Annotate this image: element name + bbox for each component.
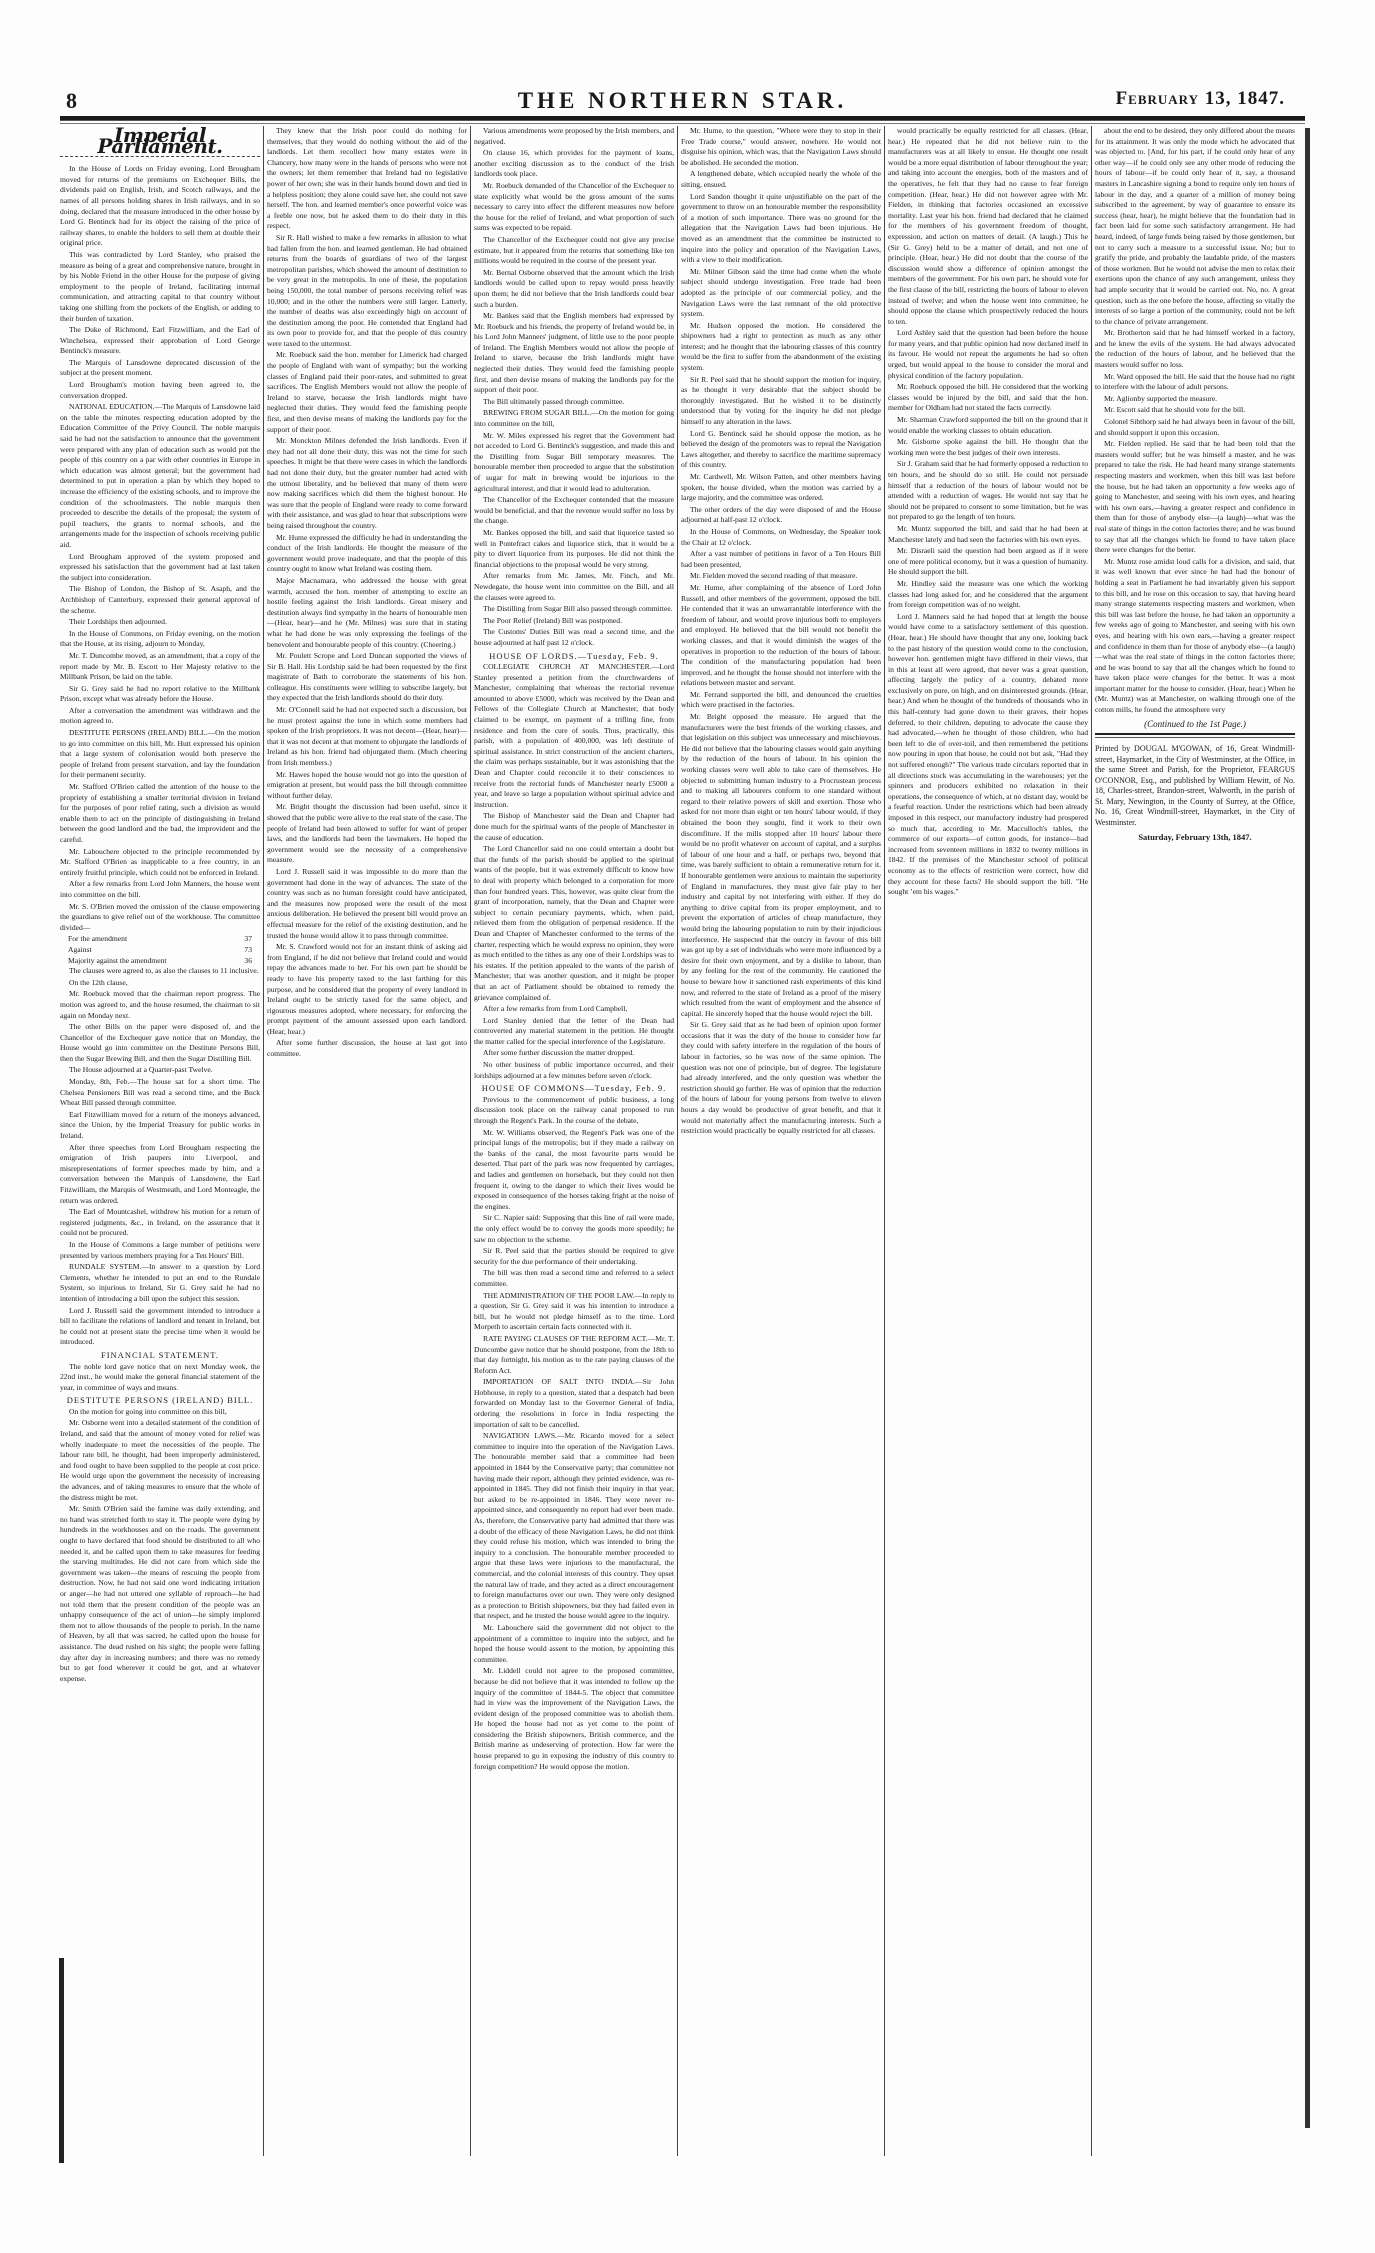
division-count: 37 — [244, 934, 252, 944]
article-paragraph: Earl Fitzwilliam moved for a return of the moneys advanced, since the Union, by the Imperial Treasury for public works in Ireland. — [60, 1109, 260, 1141]
article-paragraph: THE ADMINISTRATION OF THE POOR LAW.—In reply to a question, Sir G. Grey said it was his intention to introduce a bill, but he would not pledge himself as to the time. Lord Morpeth to ascertain certain facts connected with it. — [474, 1290, 674, 1332]
article-paragraph: Mr. Roebuck demanded of the Chancellor of the Exchequer to state explicitly what would be the gross amount of the sums necessary to carry into effect the different measures now before the house for the relief of Ireland, and what proportion of such sums was expected to be repaid. — [474, 180, 674, 233]
article-paragraph: The Lord Chancellor said no one could entertain a doubt but that the funds of the parish should be applied to the spiritual wants of the people, but it was extremely difficult to know how to deal with property which belonged to a corporation for more than four hundred years. This, however, was quite clear from the grant of incorporation, namely, that the Dean and Chapter were subject to certain pecuniary payments, which, when paid, relieved them from the obligation of perpetual residence. If the Dean and Chapter of Manchester conformed to the terms of the charter, respecting which he would express no opinion, they were as much entitled to the tithes as any one of their Lordships was to his estates. If the petition appealed to the wants of the parish of Manchester, that was another question, and it might be proper that an act of Parliament should be obtained to remedy the grievance complained of. — [474, 844, 674, 1002]
column-5 — [888, 126, 1088, 2156]
subsection-heading: DESTITUTE PERSONS (IRELAND) BILL. — [66, 1395, 254, 1406]
masthead-rule-thin — [60, 123, 1305, 124]
section-heading: Imperial Parliament. — [97, 126, 223, 158]
article-paragraph: Mr. Ferrand supported the bill, and denounced the cruelties which were practised in the factories. — [681, 689, 881, 710]
article-paragraph: After three speeches from Lord Brougham respecting the emigration of Irish paupers into Liverpool, and misrepresentations of former speeches made by him, and a conversation between the Marquis of Lansdowne, the Earl Fitzwilliam, the Marquis of Westmeath, and Lord Monteagle, the return was ordered. — [60, 1142, 260, 1205]
article-paragraph: The House adjourned at a Quarter-past Twelve. — [69, 1065, 213, 1075]
article-paragraph: In the House of Commons, on Wednesday, the Speaker took the Chair at 12 o'clock. — [681, 526, 881, 547]
article-paragraph: The clauses were agreed to, as also the clauses to 11 inclusive. — [69, 966, 259, 976]
article-paragraph: Lord Sandon thought it quite unjustifiable on the part of the government to throw on an honourable member the responsibility of a motion of such importance. There was no ground for the allegation that the Navigation Laws had been injurious. He moved as an amendment that the committee be instructed to inquire into the policy and operation of the Navigation Laws, with a view to their modification. — [681, 191, 881, 265]
subsection-heading: FINANCIAL STATEMENT. — [100, 1349, 219, 1360]
article-paragraph: The Chancellor of the Exchequer could not give any precise estimate, but it appeared from the returns that something like ten millions would be required in the course of the present year. — [474, 234, 674, 266]
page-number: 8 — [66, 88, 77, 113]
article-paragraph: Mr. Smith O'Brien said the famine was daily extending, and no hand was stretched forth to stay it. The people were dying by hundreds in the workhouses and on the roads. The government ought to have declared that food should be distributed to all who needed it, and he called upon them to take measures for feeding the starving multitudes. He did not care from which side the government was taken—the means of rescuing the people from destruction. Now, he had not said one word indicating irritation or anger—he had not uttered one syllable of reproach—he had not told them that the present condition of the people was an unhappy consequence of the act of union—he simply implored them not to allow thousands of the people to perish. In the name of Heaven, by all that was sacred, he called upon the house for assistance. The dead rushed on his sight; the people were falling day after day in increasing numbers; and there was no remedy but to get food wherever it could be got, and at whatever expense. — [60, 1504, 260, 1683]
article-paragraph: Mr. Ward opposed the bill. He said that the house had no right to interfere with the labour of adult persons. — [1095, 371, 1295, 392]
article-paragraph: After a conversation the amendment was withdrawn and the motion agreed to. — [60, 705, 260, 726]
article-paragraph: After a few remarks from Lord John Manners, the house went into committee on the bill. — [60, 879, 260, 899]
newspaper-page — [60, 88, 1310, 2198]
article-paragraph: Mr. W. Miles expressed his regret that the Government had not acceded to Lord G. Bentinck's suggestion, and made this and the Distilling from Sugar Bill temporary measures. The honourable member then proceeded to argue that the substitution of sugar for malt in brewing would be injurious to the agricultural interest, and that it would lead to adulteration. — [474, 430, 674, 493]
article-paragraph: After some further discussion the matter dropped. — [483, 1048, 635, 1058]
article-paragraph: Mr. Hawes hoped the house would not go into the question of emigration at present, but would pass the bill through committee without further delay. — [267, 769, 467, 800]
article-paragraph: A lengthened debate, which occupied nearly the whole of the sitting, ensued. — [681, 169, 881, 189]
column-divider — [677, 126, 678, 2156]
masthead — [60, 88, 1305, 114]
article-paragraph: Sir R. Hall wished to make a few remarks in allusion to what had fallen from the hon. and learned gentleman. He had obtained returns from the boards of guardians of two of the largest metropolitan parishes, which showed the amount of destitution to be very great in the metropolis. In one of these, the population being 150,000, the total number of persons receiving relief was 10,000; and in the other the numbers were still larger. Latterly, the number of deaths was also exceedingly high on account of the destitution among the poor. He contended that England had its own poor to provide for, and that the people of this country were taxed to the uttermost. — [267, 232, 467, 348]
division-row — [60, 945, 260, 956]
article-paragraph: Mr. Muntz rose amidst loud calls for a division, and said, that it was well known that ever since he had had the honour of holding a seat in Parliament he had invariably given his support to this bill, and he rose on this occasion to say, that having heard many strange statements respecting masters and workmen, when this bill was last before the house, he had taken an opportunity a few weeks ago of going to Manchester, and seeing with his own eyes, and hearing with his own ears,—having a greater respect and confidence in them than for those of anybody else—(a laugh)—what was the real state of things in the cotton factories there; and he was bound to say that all the changes which he found to have taken place were changes for the better. It was a most important matter for the house to consider. (Hear, hear.) When he (Mr. Muntz) was at Manchester, on walking through one of the cotton mills, he found the atmosphere very — [1095, 556, 1295, 715]
article-paragraph: In the House of Commons, on Friday evening, on the motion that the House, at its rising, adjourn to Monday, — [60, 628, 260, 649]
article-paragraph: The Earl of Mountcashel, withdrew his motion for a return of registered judgments, &c., in Ireland, on the assurance that it could not be procured. — [60, 1207, 260, 1238]
page-edge-bar — [1305, 128, 1310, 2128]
article-paragraph: The Duke of Richmond, Earl Fitzwilliam, and the Earl of Winchelsea, expressed their approbation of Lord George Bentinck's measure. — [60, 325, 260, 356]
article-paragraph: Lord Brougham's motion having been agreed to, the conversation dropped. — [60, 380, 260, 400]
article-paragraph: Mr. S. O'Brien moved the omission of the clause empowering the guardians to give relief out of the workhouse. The committee divided— — [60, 901, 260, 932]
article-paragraph: Major Macnamara, who addressed the house with great warmth, accused the hon. member of attempting to excite an hostile feeling against the Irish landlords. Great misery and destitution always find sympathy in the hearts of honourable men—(Hear, hear)—and he (Mr. Milnes) was sure that in stating what he had done he was only expressing the feelings of the benevolent and honourable people of this country. (Cheering.) — [267, 575, 467, 649]
article-paragraph: The Distilling from Sugar Bill also passed through committee. — [483, 604, 673, 614]
column-6 — [1095, 126, 1295, 2156]
column-3 — [474, 126, 674, 2156]
article-paragraph: After a vast number of petitions in favor of a Ten Hours Bill had been presented, — [681, 549, 881, 569]
article-paragraph: Lord J. Manners said he had hoped that at length the house would have come to a satisfactory settlement of this question. (Hear, hear.) He should have thought that any one, looking back to the past history of the question would come to the conclusion, however hon. gentlemen might have differed in their views, that in this at least all were agreed, that never was a great question, affecting largely the policy of a country, debated more exclusively on pure, on high, and on disinterested grounds. (Hear, hear.) And when he thought of the hundreds of thousands who in this half-century had gone down to their graves, their hopes deferred, to their children, deputing to advocate the cause they had advocated,—when he thought of those children, who had been left to die of over-toil, and then remembered the petitions now pouring in upon that house, he could not but ask, "Had they not suffered enough?" The various trade circulars reported that in all directions stock was accumulating in the warehouses; yet the spinners and producers exhibited no relaxation in their operations, the consequence of which, at no distant day, would be a fearful reaction. Under the restrictions which had been already imposed in this respect, our manufactory industry had prospered so much that, according to Mr. Macculloch's tables, the commerce of our exports—of cotton goods, for instance—had increased from seventeen millions in 1832 to twenty millions in 1842. If the premises of the Manchester school of political economy as to the effects of restriction were correct, how did they account for these facts? He should support the bill. "He sought ’em his wages." — [888, 611, 1088, 897]
article-paragraph: DESTITUTE PERSONS (IRELAND) BILL.—On the motion to go into committee on this bill, Mr. Hutt expressed his opinion that a large system of colonisation would both preserve the people of Ireland from present starvation, and lay the foundation for their permanent security. — [60, 728, 260, 780]
article-paragraph: This was contradicted by Lord Stanley, who praised the measure as being of a great and comprehensive nature, brought in by his Noble Friend in the other House for the purpose of giving employment to the people of Ireland, facilitating internal communication, and attracting capital to that country without taking one shilling from the pockets of the English, or adding to their burden of taxation. — [60, 249, 260, 323]
article-paragraph: Mr. Bright opposed the measure. He argued that the manufacturers were the best friends of the working classes, and that legislation on this subject was unnecessary and mischievous. He did not believe that the labouring classes would gain anything by the reduction of the hours of labour. In his opinion the working classes were well able to take care of themselves. He objected to submitting human industry to a Procrustean process and to making all labourers conform to one standard without regard to their relative powers of skill and exertion. Those who asked for not more than eight or ten hours' labour would, if they obtained the boon they sought, find it work to their own discomfiture. If the mills stopped after 10 hours' labour there would be no profit whatever on account of capital, and a surplus of labour of one hour and a half, or perhaps two, beyond that time, was barely sufficient to obtain a remunerative return for it. If honourable gentlemen were anxious to maintain the superiority of England in manufactures, they must give fair play to her industry and capital by not interfering with either. If they do anything to drive capital from its proper employment, and to prevent the exportation of articles of cheap manufacture, they would bring the labouring population to ruin by their injudicious interference. He suspected that the outcry in favour of this bill was got up by a set of individuals who were more influenced by a desire for their own enjoyment, and by a dislike to labour, than by any feeling for the rest of the community. He cautioned the house to beware how it sanctioned rash experiments of this kind now, and referred to the state of Ireland as a proof of the misery which resulted from the want of employment and the absence of capital. He sincerely hoped that the house would reject the bill. — [681, 712, 881, 1018]
article-paragraph: Mr. Bankes said that the English members had expressed by Mr. Roebuck and his friends, the property of Ireland would be, in his Lord John Manners' judgment, of little use to the poor people of Ireland. The English Members would not allow the people of Ireland to starve, because the Irish landlords might have neglected their duties. They would feed the famishing people first, and then devise means of making the landlords pay for the support of their poor. — [474, 311, 674, 395]
article-paragraph: In the House of Lords on Friday evening, Lord Brougham moved for returns of the premiums on Exchequer Bills, the dividends paid on English, Irish, and Scotch railways, and the names of all persons holding shares in Irish railways, and in so doing, declared that the measure introduced in the other house by Lord G. Bentinck had for its object the raising of the price of railway shares, to enable the holders to sell them at double their original price. — [60, 164, 260, 248]
article-paragraph: Mr. Hume, to the question, "Where were they to stop in their Free Trade course," would answer, nowhere. He would not disguise his opinion, which was, that the Navigation Laws should be abolished. He seconded the motion. — [681, 126, 881, 167]
article-paragraph: Mr. Poulett Scrope and Lord Duncan supported the views of Sir B. Hall. His Lordship said he had been requested by the first magistrate of Bath to corroborate the statements of his hon. colleague. His constituents were willing to subscribe largely, but they expected that the Irish landlords should do their duty. — [267, 651, 467, 703]
article-paragraph: Mr. Sharman Crawford supported the bill on the ground that it would enable the working classes to obtain education. — [888, 415, 1088, 435]
subsection-heading: HOUSE OF LORDS.—Tuesday, Feb. 9. — [489, 650, 659, 661]
article-paragraph: Mr. Hume expressed the difficulty he had in understanding the conduct of the Irish landlords. He thought the measure of the government would prove inadequate, and that the people of this country ought to know what Ireland was costing them. — [267, 532, 467, 574]
article-paragraph: IMPORTATION OF SALT INTO INDIA.—Sir John Hobhouse, in reply to a question, stated that a despatch had been forwarded on Monday last to the Governor General of India, ordering the resolutions in force in India respecting the importation of salt to be cancelled. — [474, 1377, 674, 1429]
column-divider — [263, 126, 264, 2156]
article-paragraph: Sir C. Napier said: Supposing that this line of rail were made, the only effect would be to convey the goods more speedily; he saw no objection to the scheme. — [474, 1213, 674, 1244]
article-paragraph: Mr. Labouchere said the government did not object to the appointment of a committee to inquire into the subject, and he hoped the house would assent to the motion, by appointing this committee. — [474, 1622, 674, 1664]
article-paragraph: Mr. Brotherton said that he had himself worked in a factory, and he knew the evils of the system. He had always advocated the reduction of the hours of labour, and he believed that the masters would suffer no loss. — [1095, 328, 1295, 370]
article-paragraph: Mr. Hudson opposed the motion. He considered the shipowners had a right to protection as much as any other interest; and he thought that the labouring classes of this country would be the first to suffer from the abandonment of the existing system. — [681, 320, 881, 373]
article-paragraph: No other business of public importance occurred, and their lordships adjourned at a few minutes before seven o'clock. — [474, 1060, 674, 1080]
article-paragraph: Lord G. Bentinck said he should oppose the motion, as he believed the design of the promoters was to repeal the Navigation Laws altogether, and thereby to sacrifice the maritime supremacy of this country. — [681, 428, 881, 470]
article-paragraph: The bill was then read a second time and referred to a select committee. — [474, 1268, 674, 1288]
article-paragraph: Mr. Bankes opposed the bill, and said that liquorice tasted so well in Pontefract cakes and liquorice stick, that it would be a pity to divert liquorice from its purposes. He did not think the financial objections to the proposal would be very strong. — [474, 527, 674, 569]
article-paragraph: COLLEGIATE CHURCH AT MANCHESTER.—Lord Stanley presented a petition from the churchwardens of Manchester, complaining that whereas the rectorial revenue amounted to above £5000, which was received by the Dean and Fellows of the Collegiate Church at Manchester, that body claimed to be exempt, on payment of a trifling fine, from residence and from the cure of souls. Thus, practically, this parish, with a population of 400,000, was left destitute of spiritual assistance. In strict construction of the ancient charters, the claim was perhaps sustainable, but it was astonishing that the Dean and Chapter could reconcile it to their consciences to receive from the rectorial funds of Manchester nearly £5000 a year, and leave so large a population without spiritual advice and instruction. — [474, 662, 674, 809]
article-paragraph: Mr. Milner Gibson said the time had come when the whole subject should undergo investigation. Free trade had been adopted as the principle of our commercial policy, and the Navigation Laws were the last remnant of the old protective system. — [681, 266, 881, 319]
article-paragraph: Mr. Roebuck opposed the bill. He considered that the working classes would be injured by the bill, and said that the hon. member for Oldham had not stated the facts correctly. — [888, 382, 1088, 413]
article-paragraph: The other Bills on the paper were disposed of, and the Chancellor of the Exchequer gave notice that on Monday, the House would go into committee on the Destitute Persons Bill, then the Sugar Brewing Bill, and then the Sugar Distilling Bill. — [60, 1022, 260, 1063]
article-paragraph: would practically be equally restricted for all classes. (Hear, hear.) He repeated that he did not believe ruin to the manufacturers was at all likely to ensue. He thought one result would be a more equal distribution of labour throughout the year; and taking into account the energies, both of the masters and of the operatives, he felt that they had no cause to fear foreign competition. (Hear, hear.) He did not however agree with Mr. Fielden, in thinking that factories occasioned an excessive mortality. Last year his hon. friend had declared that he claimed for the members of his government freedom of thought, expression, and action on matters of detail. (A laugh.) This he (Sir G. Grey) held to be a matter of detail, and not one of principle. (Hear, hear.) He did not doubt that the course of the discussion would show a difference of opinion amongst the members of the government. For his own part, he should vote for the first clause of the bill, restricting the hours of labour to eleven instead of twelve; and when the house went into committee, he should oppose the clause which prospectively reduced the hours to ten. — [888, 126, 1088, 326]
article-paragraph: Mr. Escott said that he should vote for the bill. — [1104, 405, 1246, 415]
page-edge-bar-left — [59, 1958, 64, 2163]
division-label: For the amendment — [68, 934, 128, 944]
subsection-heading: HOUSE OF COMMONS—Tuesday, Feb. 9. — [481, 1083, 667, 1094]
article-paragraph: Lord J. Russell said it was impossible to do more than the government had done in the way of advances. The state of the country was such as no human foresight could have anticipated, and the measures now proposed were the result of the most anxious deliberation. He believed the present bill would prove an effectual measure for the relief of the existing destitution, and he trusted the house would allow it to pass through committee. — [267, 866, 467, 940]
issue-date: February 13, 1847. — [1115, 88, 1285, 109]
article-paragraph: Previous to the commencement of public business, a long discussion took place on the railway canal proposed to run through the Regent's Park. In the course of the debate, — [474, 1094, 674, 1126]
imprint-date: Saturday, February 13th, 1847. — [1138, 832, 1252, 843]
article-paragraph: Lord Stanley denied that the letter of the Dean had controverted any material statement in the petition. He thought the matter called for the special interference of the Legislature. — [474, 1015, 674, 1046]
article-paragraph: Mr. Disraeli said the question had been argued as if it were one of mere political economy, but it was a question of humanity. He should support the bill. — [888, 546, 1088, 577]
article-paragraph: The noble lord gave notice that on next Monday week, the 22nd inst., he would make the general financial statement of the year, in committee of ways and means. — [60, 1361, 260, 1392]
article-paragraph: The Poor Relief (Ireland) Bill was postponed. — [483, 615, 622, 625]
article-paragraph: Various amendments were proposed by the Irish members, and negatived. — [474, 126, 674, 146]
article-paragraph: RATE PAYING CLAUSES OF THE REFORM ACT.—Mr. T. Duncombe gave notice that he should postpone, from the 18th to that day fortnight, his motion as to the rate paying clauses of the Reform Act. — [474, 1333, 674, 1375]
article-paragraph: The Bishop of Manchester said the Dean and Chapter had done much for the spiritual wants of the people of Manchester in the cause of education. — [474, 811, 674, 842]
column-divider — [884, 126, 885, 2156]
article-paragraph: Mr. O'Connell said he had not expected such a discussion, but he must protest against the tone in which some members had spoken of the Irish proprietors. It was not decent—(Hear, hear)—that it was not decent at that moment to objurgate the landlords of Ireland as his hon. friend had objurgated them. (Much cheering from Irish members.) — [267, 705, 467, 768]
article-paragraph: Mr. Fielden replied. He said that he had been told that the masters would suffer; but he was himself a master, and he was prepared to take the risk. He had heard many strange statements respecting masters and workmen, when this bill was last before the house, but he had taken an opportunity a few weeks ago of going to Manchester, and seeing with his own eyes, and hearing with his own ears,—having a greater respect and confidence in them than for those of anybody else—(a laugh)—what was the real state of things in the cotton factories there; and he was bound to say that all the changes which he found to have taken place there were changes for the better. — [1095, 439, 1295, 555]
article-paragraph: Mr. Labouchere objected to the principle recommended by Mr. Stafford O'Brien as inapplicable to a free country, in an entirely fruitful principle, which could not be enforced in Ireland. — [60, 846, 260, 877]
article-paragraph: Lord Brougham approved of the system proposed and expressed his satisfaction that the government had at last taken the subject into consideration. — [60, 551, 260, 582]
article-paragraph: Colonel Sibthorp said he had always been in favour of the bill, and should support it upon this occasion. — [1095, 417, 1295, 437]
continued-notice: (Continued to the 1st Page.) — [1144, 718, 1246, 729]
article-paragraph: about the end to be desired, they only differed about the means for its attainment. It was only the mode which he advocated that was objected to. [And, for his part, if he could only hear of any other way—if he could only see any other mode of reducing the hours of labour—if he could only hear of it, say, a thousand masters in Lancashire signing a bond to require only ten hours of labour in the day, and a quarter of a million of money being subscribed to the agreement, by way of guarantee to ensure its success (hear, hear), he might believe that the foundation had in fact been laid for some such satisfactory arrangement. He had heard, indeed, of large funds being raised by those gentlemen, but not to carry such a measure to a successful issue. No; but to gratify the pride, and probably the laudable pride, of the masters of those workmen. But he would not advise the men to relax their exertions upon the chance of any such arrangement, unless they had ample security that it would be carried out. No, no. A great question, such as the one before the house, affecting so vitally the interests of so large a portion of the community, could not be left to the chance of private arrangement. — [1095, 126, 1295, 326]
article-paragraph: Their Lordships then adjourned. — [69, 617, 167, 627]
article-paragraph: Mr. Osborne went into a detailed statement of the condition of Ireland, and said that the amount of money voted for relief was wholly inadequate to meet the necessities of the people. The labour rate bill, he thought, had been improperly administered, and food ought to have been supplied to the people at cost price. He would urge upon the government the necessity of increasing the advances, and of taking measures to ensure that the whole of the distress might be met. — [60, 1418, 260, 1502]
article-paragraph: Mr. Cardwell, Mr. Wilson Patten, and other members having spoken, the house divided, when the motion was carried by a large majority, and the committee was ordered. — [681, 472, 881, 503]
column-2 — [267, 126, 467, 2156]
article-paragraph: Mr. Hume, after complaining of the absence of Lord John Russell, and other members of the government, opposed the bill. He contended that it was an unwarrantable interference with the freedom of labour, and would prove injurious both to employers and employed. He believed that the bill would not benefit the working classes, and that it would diminish the wages of the operatives in proportion to the reduction of the hours of labour. The condition of the manufacturing population had been improved, and he thought the house should not interfere with the relations between master and servant. — [681, 582, 881, 688]
article-paragraph: After a few remarks from from Lord Campbell, — [483, 1004, 628, 1014]
article-paragraph: They knew that the Irish poor could do nothing for themselves, that they would do nothing without the aid of the landlords. Let them recollect how many estates were in Chancery, how many were in the hands of persons who were not the owners; let them remember that Ireland had no legislative power of her own; she was in their hands bound down and tied in a helpless position; they alone could save her, she could not save herself. The hon. and learned member's once powerful voice was a feeble one now, but he asked them to do their duty in this respect. — [267, 126, 467, 231]
article-paragraph: The Customs' Duties Bill was read a second time, and the house adjourned at half past 12 o'clock. — [474, 627, 674, 647]
article-paragraph: On clause 16, which provides for the payment of loans, another exciting discussion as to the conduct of the Irish landlords took place. — [474, 148, 674, 179]
article-paragraph: Mr. Bright thought the discussion had been useful, since it showed that the public were alive to the real state of the case. The people of Ireland had been allowed to suffer for want of proper laws, and the landlords had been the lawmakers. He hoped the government would see the necessity of a comprehensive measure. — [267, 802, 467, 865]
article-paragraph: NATIONAL EDUCATION.—The Marquis of Lansdowne laid on the table the minutes respecting education adopted by the Education Committee of the Privy Council. The noble marquis said he had not the satisfaction to announce that the government were prepared with any plan of education such as would put the people of this country on a par with other countries in Europe in which education was almost general; but the government had determined to put in operation a plan by which they hoped to increase the efficiency of the existing schools, and to improve the condition of the schoolmasters. The noble marquis then proceeded to describe the details of the proposal; the system of pupil teachers, the grants to normal schools, and the arrangements made for the inspection of schools receiving public aid. — [60, 402, 260, 549]
column-4 — [681, 126, 881, 2156]
article-paragraph: After some further discussion, the house at last got into committee. — [267, 1038, 467, 1059]
article-paragraph: Monday, 8th, Feb.—The house sat for a short time. The Chelsea Pensioners Bill was read a second time, and the Buck Wheat Bill passed through committee. — [60, 1077, 260, 1108]
article-paragraph: Mr. S. Crawford would not for an instant think of asking aid from England, if he did not believe that Ireland could and would repay the advances made to her. For his own part he should be ready to have his property taxed to the last farthing for this purpose, and he considered that the property of every landlord in Ireland ought to be strictly taxed for the same object, and rigourous measures adopted, where necessary, for enforcing the prompt payment of the amount assessed upon each landlord. (Hear, hear.) — [267, 942, 467, 1036]
article-paragraph: Mr. Stafford O'Brien called the attention of the house to the propriety of establishing a smaller territorial division in Ireland for the purposes of poor relief rating, such a division as would enable them to act on the principle of distinguishing in Ireland between the good landlord and the bad, the improvident and the careful. — [60, 782, 260, 844]
article-paragraph: Mr. Liddell could not agree to the proposed committee, because he did not believe that it was intended to follow up the inquiry of the committee of 1844-5. The object that committee had in view was the improvement of the Navigation Laws, the evident design of the proposed committee was to abolish them. He hoped the house had not as yet come to the point of considering the British shipowners, British commerce, and the British marine as undeserving of protection. How far were the house prepared to go in exposing the industry of this country to foreign competition? He would oppose the motion. — [474, 1666, 674, 1771]
article-paragraph: Mr. Hindley said the measure was one which the working classes had long asked for, and he considered that the argument from foreign competition was of no weight. — [888, 578, 1088, 610]
article-paragraph: The other orders of the day were disposed of and the House adjourned at half-past 12 o'clock. — [681, 504, 881, 525]
article-paragraph: Mr. Muntz supported the bill, and said that he had been at Manchester lately and had seen the factories with his own eyes. — [888, 523, 1088, 544]
article-paragraph: Mr. Monckton Milnes defended the Irish landlords. Even if they had not all done their duty, this was not the time for such speeches. It might be that there were cases in which the landlords had not done their duty, but the greater number had acted with the utmost liberality, and he believed that many of them were now making sacrifices which did them the highest honour. He was sure that the people of England were ready to come forward with their assistance, and was glad to hear that subscriptions were being raised throughout the country. — [267, 436, 467, 530]
article-paragraph: Sir G. Grey said he had no report relative to the Millbank Prison, except what was already before the House. — [60, 683, 260, 704]
division-row — [60, 934, 260, 945]
article-paragraph: The Marquis of Lansdowne deprecated discussion of the subject at the present moment. — [60, 357, 260, 378]
division-row — [60, 956, 260, 967]
article-paragraph: The Bill ultimately passed through committee. — [483, 396, 625, 406]
article-paragraph: RUNDALE SYSTEM.—In answer to a question by Lord Clements, whether he intended to put an end to the Rundale System, so injurious to Ireland, Sir G. Grey said he had no intention of introducing a bill upon the subject this session. — [60, 1262, 260, 1303]
article-paragraph: Mr. W. Williams observed, the Regent's Park was one of the principal lungs of the metropolis; but if they made a railway on the banks of the canal, the most favourite parts would be deserted. That part of the park was now frequented by carriages, and ladies and gentlemen on horseback, but they could not then frequent it, owing to the danger to which their lives would be exposed in consequence of the horses taking fright at the noise of the engines. — [474, 1127, 674, 1211]
article-paragraph: The Chancellor of the Exchequer contended that the measure would be beneficial, and that the revenue would suffer no loss by the change. — [474, 495, 674, 526]
article-paragraph: Mr. Roebuck said the hon. member for Limerick had charged the people of England with want of sympathy; but the working classes of England paid their poor-rates, and submitted to great sacrifices. The English Members would not allow the people of Ireland to starve, because the Irish landlords might have neglected their duties. They would feed the famishing people first, and then devise means of making the landlords pay for the support of their poor. — [267, 350, 467, 434]
article-paragraph: Mr. Gisborne spoke against the bill. He thought that the working men were the best judges of their own interests. — [888, 437, 1088, 457]
article-paragraph: Mr. Fielden moved the second reading of that measure. — [690, 571, 858, 581]
article-paragraph: Mr. Roebuck moved that the chairman report progress. The motion was agreed to, and the house resumed, the chairman to sit again on Monday next. — [60, 989, 260, 1020]
printer-imprint: Printed by DOUGAL M'GOWAN, of 16, Great Windmill-street, Haymarket, in the City of Westminster, at the Office, in the same Street and Parish, for the Proprietor, FEARGUS O'CONNOR, Esq., and published by William Hewitt, of No. 18, Charles-street, Brandon-street, Walworth, in the parish of St. Mary, Newington, in the County of Surrey, at the Office, No. 16, Great Windmill-street, Haymarket, in the City of Westminster. — [1095, 744, 1295, 827]
article-paragraph: On the motion for going into committee on this bill, — [69, 1406, 227, 1416]
division-count: 73 — [244, 944, 252, 954]
column-divider — [1091, 126, 1092, 2156]
article-paragraph: Sir R. Peel said that the parties should be required to give security for the due performance of their undertaking. — [474, 1246, 674, 1266]
article-paragraph: Mr. Aglionby supported the measure. — [1104, 393, 1218, 403]
article-paragraph: Lord J. Russell said the government intended to introduce a bill to facilitate the relations of landlord and tenant in Ireland, but he could not at present state the precise time when it would be introduced. — [60, 1305, 260, 1347]
article-paragraph: Mr. T. Duncombe moved, as an amendment, that a copy of the report made by Mr. B. Escott to Her Majesty relative to the Millbank Prison, be laid on the table. — [60, 650, 260, 682]
article-paragraph: Sir J. Graham said that he had formerly opposed a reduction to ten hours, and he should do so still. He could not persuade himself that a reduction of the hours of labour would not be attended with a reduction of wages. He would not say that he should not be prepared to consent to some limitation, but he was not prepared to go the length of ten hours. — [888, 459, 1088, 522]
columns — [60, 126, 1305, 2161]
article-paragraph: In the House of Commons a large number of petitions were presented by various members praying for a Ten Hours' Bill. — [60, 1239, 260, 1260]
article-paragraph: On the 12th clause, — [69, 977, 128, 987]
article-paragraph: Mr. Bernal Osborne observed that the amount which the Irish landlords would be called upon to repay would press heavily upon them; he did not believe that the Irish landlords could bear such a burden. — [474, 267, 674, 309]
column-divider — [470, 126, 471, 2156]
column-1 — [60, 126, 260, 2156]
article-paragraph: NAVIGATION LAWS.—Mr. Ricardo moved for a select committee to inquire into the operation of the Navigation Laws. The honourable member said that a committee had been appointed in 1844 by the Conservative party; that committee not having made their report, although they printed evidence, was re-appointed in 1845. They did not finish their inquiry in that year, but asked to be re-appointed in 1846. They were never re-appointed since, and consequently no report had ever been made. As, therefore, the Conservative party had admitted that there was a doubt of the efficacy of these Navigation Laws, he did not think they could refuse his motion, which was intended to bring the inquiry to a conclusion. The honourable member proceeded to argue that these laws were injurious to the manufactural, the commercial, and the colonial interests of this country. They upset the natural law of trade, and they acted as a direct encouragement to foreign manufactures over our own. They were only designed as a protection to British shipowners, but they had failed even in that respect, and he trusted the house would agree to the inquiry. — [474, 1431, 674, 1621]
division-label: Against — [68, 944, 92, 954]
masthead-rule — [60, 116, 1305, 121]
article-paragraph: Sir G. Grey said that as he had been of opinion upon former occasions that it was the duty of the house to consider how far they could with safety interfere in the regulation of the hours of labour in factories, so he was now of the same opinion. The question was not one of principle, but of degree. The legislature had already interfered, and the only question was whether the restriction should go further. He was of opinion that the reduction of the hours of labour for young persons from twelve to eleven hours a day would be productive of great benefit, and that it would not materially affect the manufacturing interests. Such a restriction would practically be equally restricted for all classes. — [681, 1020, 881, 1136]
division-count: 36 — [244, 955, 252, 965]
imprint-rule — [1095, 733, 1295, 738]
division-label: Majority against the amendment — [68, 955, 167, 965]
article-paragraph: Lord Ashley said that the question had been before the house for many years, and that public opinion had now declared itself in its favour. He would not repeat the arguments he had so often urged, but would appeal to the house to consider the moral and physical condition of the factory population. — [888, 328, 1088, 380]
article-paragraph: The Bishop of London, the Bishop of St. Asaph, and the Archbishop of Canterbury, expressed their general approval of the scheme. — [60, 584, 260, 615]
article-paragraph: After remarks from Mr. James, Mr. Finch, and Mr. Newdegate, the house went into committee on the Bill, and all the clauses were agreed to. — [474, 571, 674, 602]
article-paragraph: BREWING FROM SUGAR BILL.—On the motion for going into committee on the bill, — [474, 408, 674, 429]
article-paragraph: Sir R. Peel said that he should support the motion for inquiry, as he thought it very desirable that the subject should be thoroughly investigated. But he wished it to be distinctly understood that by voting for the inquiry he did not pledge himself to any alteration in the laws. — [681, 374, 881, 427]
newspaper-title: THE NORTHERN STAR. — [517, 88, 848, 113]
